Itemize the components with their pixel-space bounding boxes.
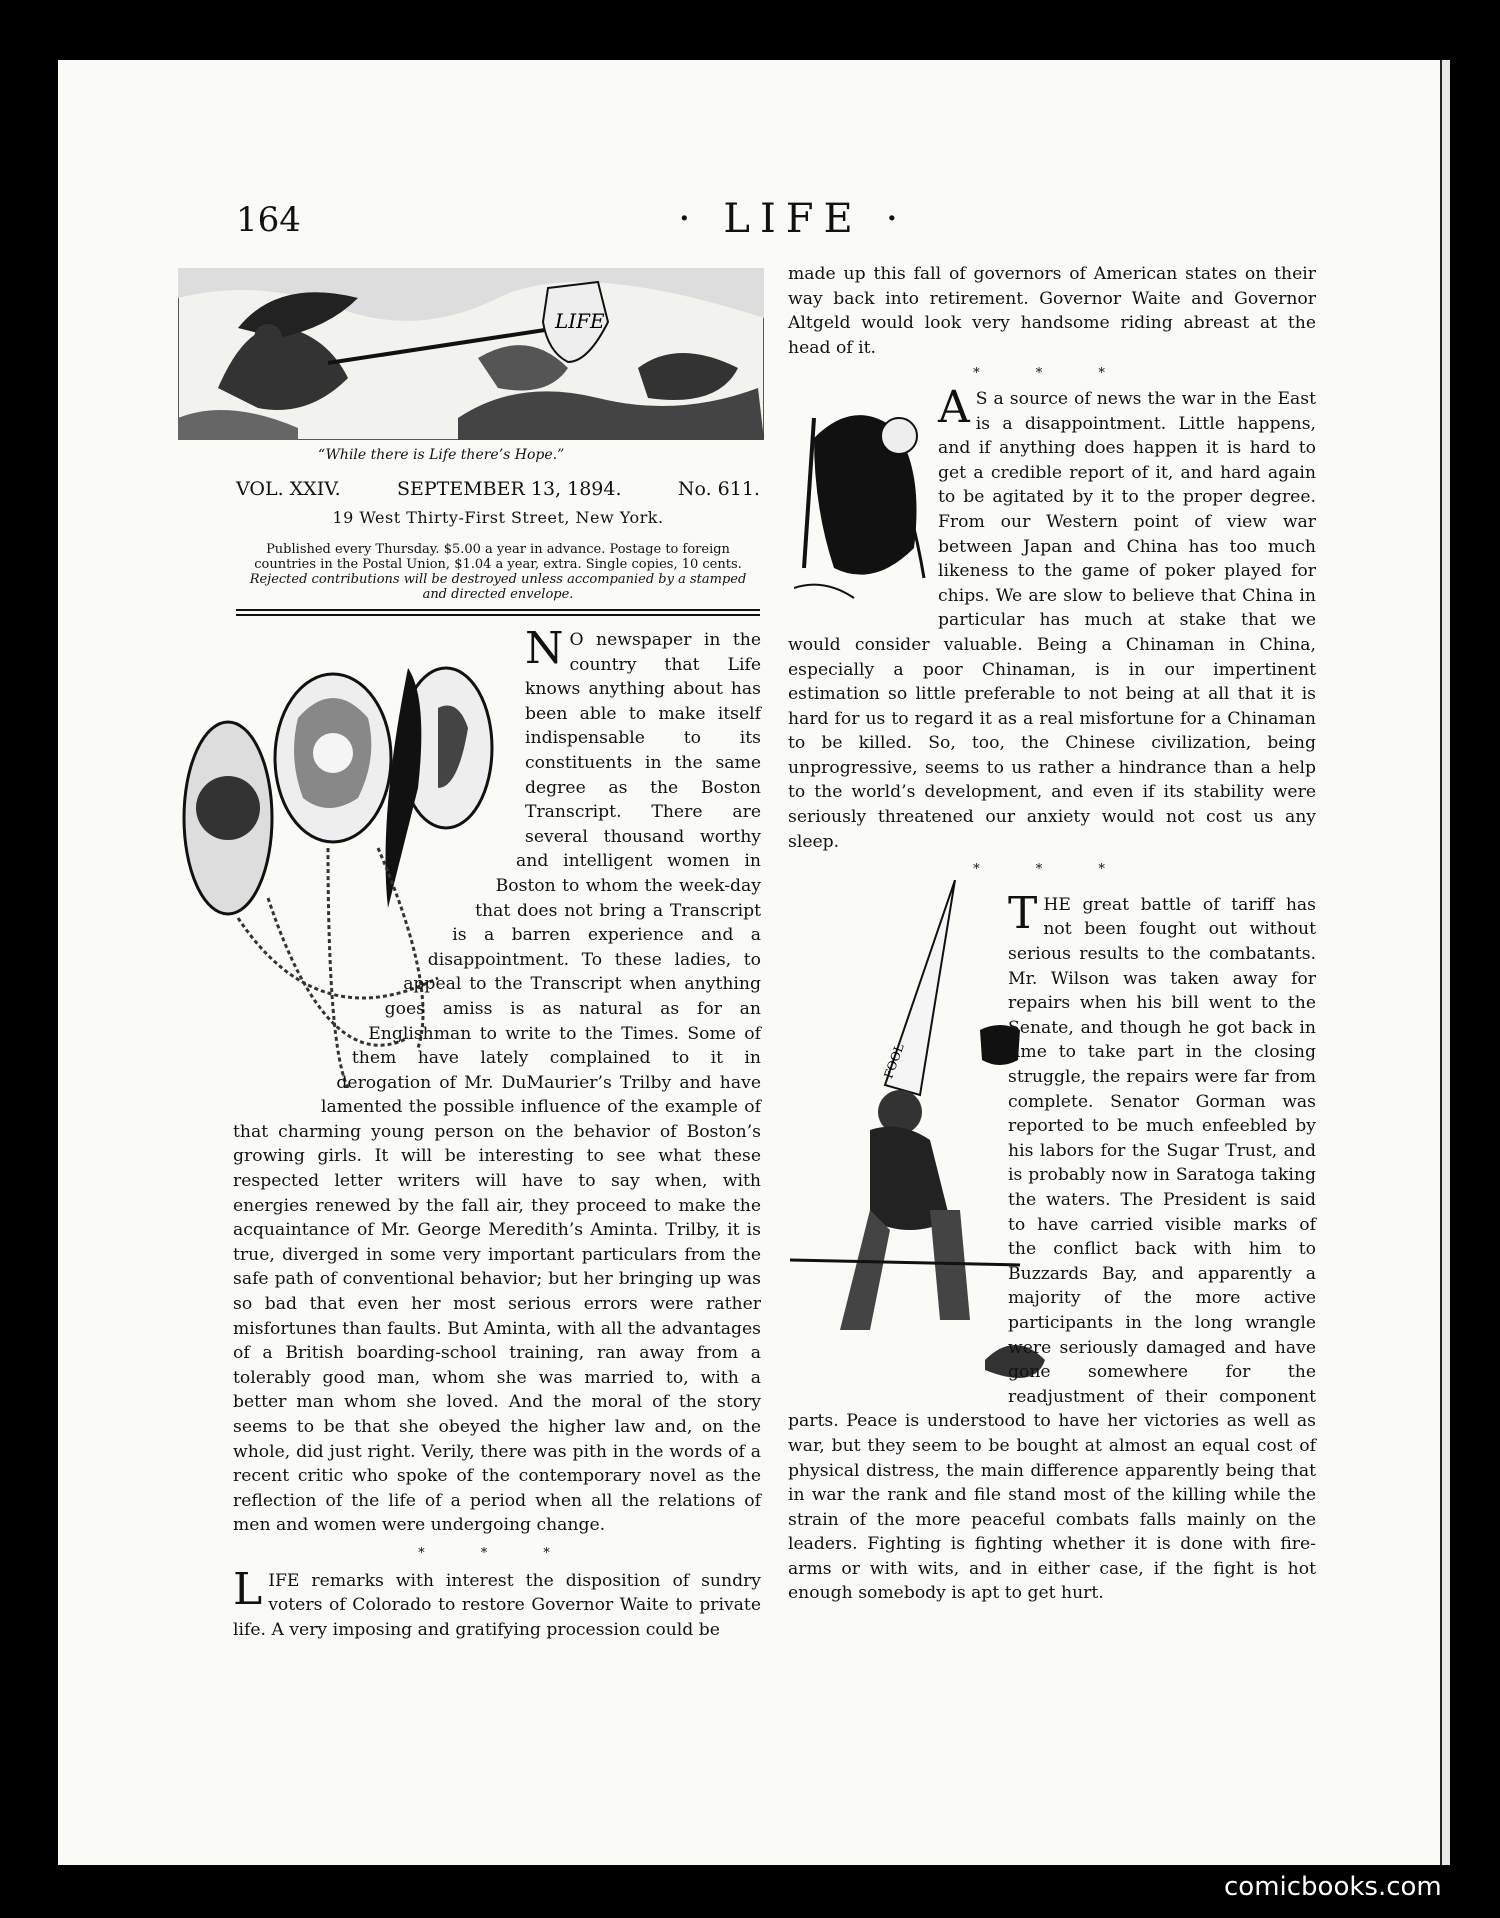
header-caption: “While there is Life there’s Hope.” bbox=[318, 447, 565, 463]
header-illustration bbox=[178, 268, 764, 440]
paragraph-text: HE great battle of tariff has not been fought out without serious results to the combatants. Mr. Wilson was taken away for repairs when his bill went to the Senate, and though he got back in time to take part in the closing struggle, the repairs were far from complete. Senator Gorman was reported to be much enfeebled by his labors for the Sugar Trust, and is probably now in Saratoga taking the waters. The President is said to have carried visible marks of the conflict back with him to Buzzards Bay, and apparently a majority of the more active participants in the long wrangle were seriously damaged and have gone somewhere for the readjustment of their component parts. Peace is understood to have her victories as well as war, but they seem to be bought at almost an equal cost of physical distress, the main difference apparently being that in war the rank and file stand most of the killing while the strain of the more peaceful combats falls mainly on the leaders. Fighting is fighting whether it is done with fire-arms or with wits, and in either case, if the fight is hot enough somebody is apt to get hurt. bbox=[788, 894, 1316, 1604]
dropcap-t: T bbox=[1008, 887, 1038, 939]
divider-rule bbox=[236, 614, 760, 616]
dropcap-a: A bbox=[938, 381, 970, 433]
paragraph-text: IFE remarks with interest the disposition of sundry voters of Colorado to restore Governor Waite to private life. A very imposing and gratifying procession could be bbox=[233, 1570, 761, 1640]
issue-date: SEPTEMBER 13, 1894. bbox=[397, 478, 622, 500]
section-stars: * * * bbox=[418, 1545, 576, 1561]
dropcap-l: L bbox=[233, 1563, 263, 1615]
page-number: 164 bbox=[236, 200, 301, 240]
watermark: comicbooks.com bbox=[1224, 1872, 1442, 1902]
address: 19 West Thirty-First Street, New York. bbox=[332, 508, 664, 527]
section-stars: * * * bbox=[973, 366, 1131, 382]
dunce-cap-label: FOOL bbox=[881, 1041, 907, 1081]
rejection-text: Rejected contributions will be destroyed unless accompanied by a stamped and directed envelope. bbox=[249, 572, 747, 602]
divider-rule bbox=[236, 609, 760, 611]
subscription-text: Published every Thursday. $5.00 a year in advance. Postage to foreign countries in the Postal Union, $1.04 a year, extra. Single copies, 10 cents. bbox=[254, 542, 742, 572]
left-column bbox=[233, 623, 761, 1642]
governors-continuation: made up this fall of governors of American states on their way back into retirement. Governor Waite and Governor Altgeld would look very handsome riding abreast at the head of it. bbox=[788, 264, 1316, 358]
shield-label: LIFE bbox=[555, 309, 605, 333]
paragraph-text: O newspaper in the country that Life knows anything about has been able to make itself indispensable to its constituents in the same degree as the Boston Transcript. There are several thousand worthy and intelligent women in Boston to whom the week-day that does not bring a Transcript is a barren experience and a disappointment. To these ladies, to appeal to the Transcript when anything goes amiss is as natural as for an Englishman to write to the Times. Some of them have lately complained to it in derogation of Mr. DuMaurier’s Trilby and have lamented the possible influence of the example of that charming young person on the behavior of Boston’s growing girls. It will be interesting to see what these respected letter writers will have to say when, with energies renewed by the fall air, they proceed to make the acquaintance of Mr. George Meredith’s Aminta. Trilby, it is true, diverged in some very important particulars from the safe path of conventional behavior; but her bringing up was so bad that even her most serious errors were rather misfortunes than faults. But Aminta, with all the advantages of a British boarding-school training, ran away from a tolerably good man, whom she was married to, with a better man whom she loved. And the moral of the story seems to be that she obeyed the higher law and, on the whole, did just right. Verily, there was pith in the words of a recent critic who spoke of the contemporary novel as the reflection of the life of a period when all the relations of men and women were undergoing change. bbox=[233, 630, 761, 1536]
volume: VOL. XXIV. bbox=[236, 478, 341, 500]
section-stars: * * * bbox=[973, 862, 1131, 878]
paragraph-text: S a source of news the war in the East is a disappointment. Little happens, and if anything does happen it is hard to get a credible report of it, and hard again to be agitated by it to the proper degree. From our Western point of view war between Japan and China has too much likeness to the game of poker played for chips. We are slow to believe that China in particular has much at stake that we would consider valuable. Being a Chinaman in China, especially a poor Chinaman, is in our impertinent estimation so little preferable to not being at all that it is hard for us to regard it as a real misfortune for a Chinaman to be killed. So, too, the Chinese civilization, being unprogressive, seems to us rather a hindrance than a help to the world’s development, and even if its stability were seriously threatened our anxiety would not cost us any sleep. bbox=[788, 388, 1316, 852]
issue-number: No. 611. bbox=[677, 478, 760, 500]
page-edge bbox=[1440, 60, 1450, 1865]
volume-line bbox=[236, 478, 760, 500]
right-column bbox=[788, 262, 1316, 1606]
colorado-paragraph bbox=[233, 1563, 761, 1643]
masthead: · LIFE · bbox=[678, 196, 909, 242]
publishing-note bbox=[236, 542, 760, 602]
dropcap-n: N bbox=[525, 623, 564, 674]
